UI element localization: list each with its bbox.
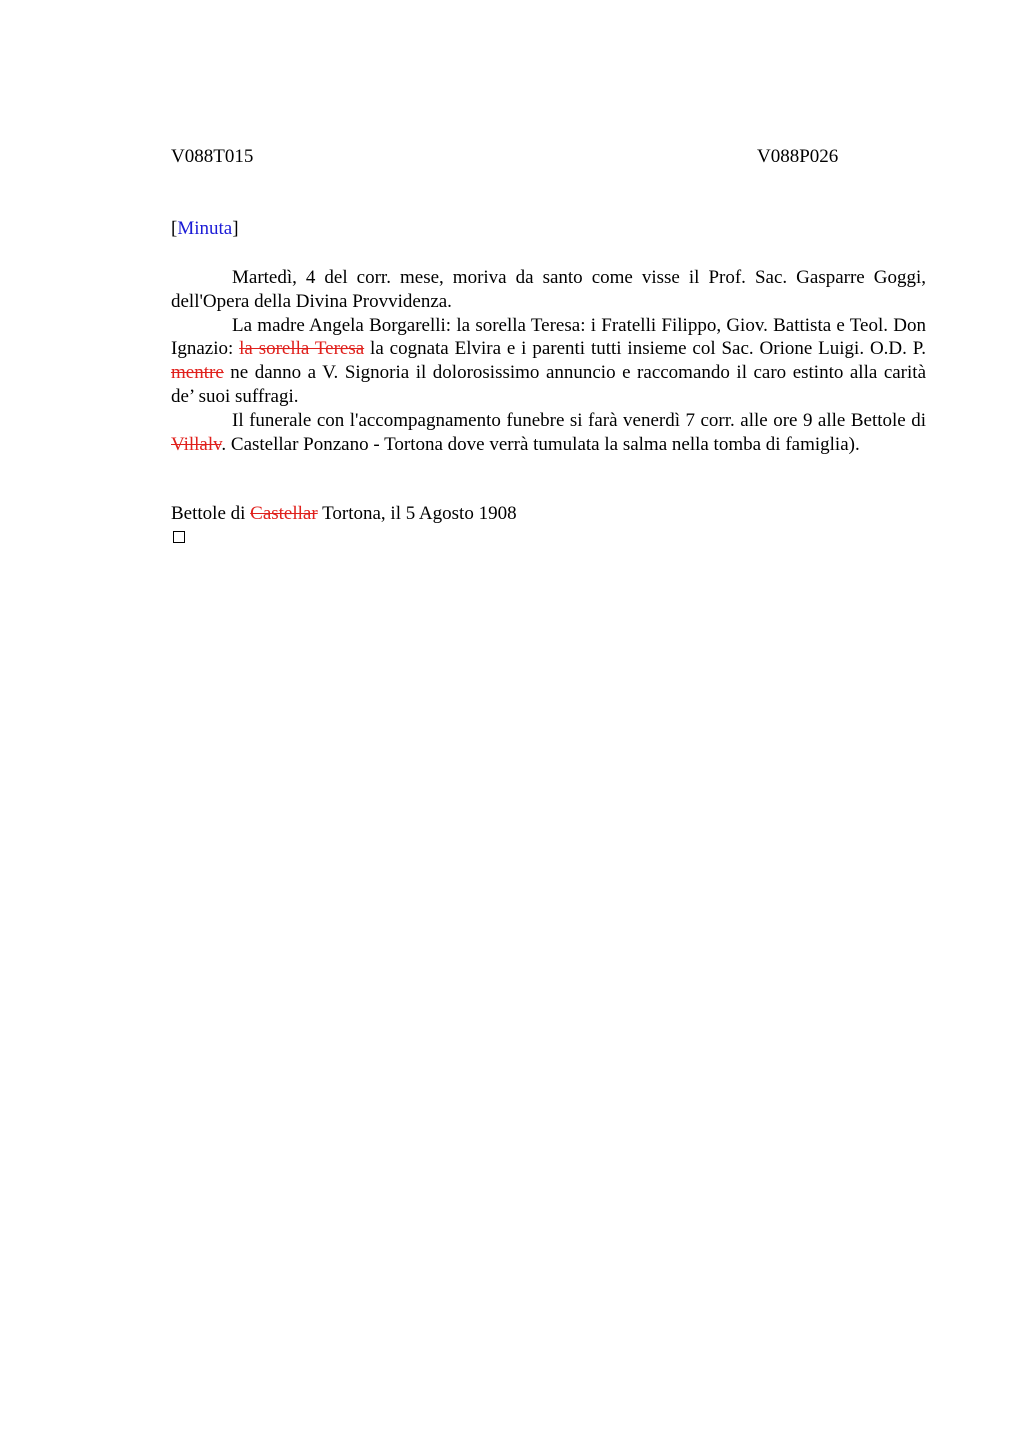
paragraph-1-text: Martedì, 4 del corr. mese, moriva da santo come visse il Prof. Sac. Gasparre Goggi, dell'Opera della Divina Provvidenza. <box>171 267 926 312</box>
checkbox-square-icon <box>173 531 185 543</box>
label-text: Minuta <box>177 218 233 239</box>
paragraph-3 <box>171 409 926 457</box>
paragraph-3-segment-1: Il funerale con l'accompagnamento funebre si farà venerdì 7 corr. alle ore 9 alle Bettole di <box>232 409 926 431</box>
deletion-castellar: Castellar <box>250 503 318 524</box>
document-code-left: V088T015 <box>171 146 254 167</box>
paragraph-3-segment-2: . Castellar Ponzano - Tortona dove verrà tumulata la salma nella tomba di famiglia). <box>221 433 860 455</box>
document-header <box>171 146 926 170</box>
label-open-bracket: [ <box>171 218 178 239</box>
paragraph-2-segment-1: La madre Angela Borgarelli: la sorella Teresa: i Fratelli Filippo, Giov. Battista e Teol. Don Ignazio: <box>171 314 926 360</box>
letter-body <box>171 266 926 456</box>
paragraph-2-segment-3: ne danno a V. Signoria il dolorosissimo annuncio e raccomando il caro estinto alla carità de’ suoi suffragi. <box>171 362 926 407</box>
paragraph-2-segment-2: la cognata Elvira e i parenti tutti insieme col Sac. Orione Luigi. O.D. P. <box>364 338 926 360</box>
deletion-la-sorella-teresa: la sorella Teresa <box>239 338 365 360</box>
deletion-mentre: mentre <box>171 362 224 384</box>
paragraph-1 <box>171 266 926 314</box>
date-line-segment-2: Tortona, il 5 Agosto 1908 <box>317 503 517 524</box>
label-close-bracket: ] <box>232 218 239 239</box>
paragraph-2 <box>171 314 926 409</box>
date-line-segment-1: Bettole di <box>171 503 251 524</box>
minuta-label <box>171 218 239 240</box>
deletion-villalv: Villalv <box>171 433 222 455</box>
document-code-right: V088P026 <box>757 146 839 167</box>
place-date-line <box>171 503 517 525</box>
